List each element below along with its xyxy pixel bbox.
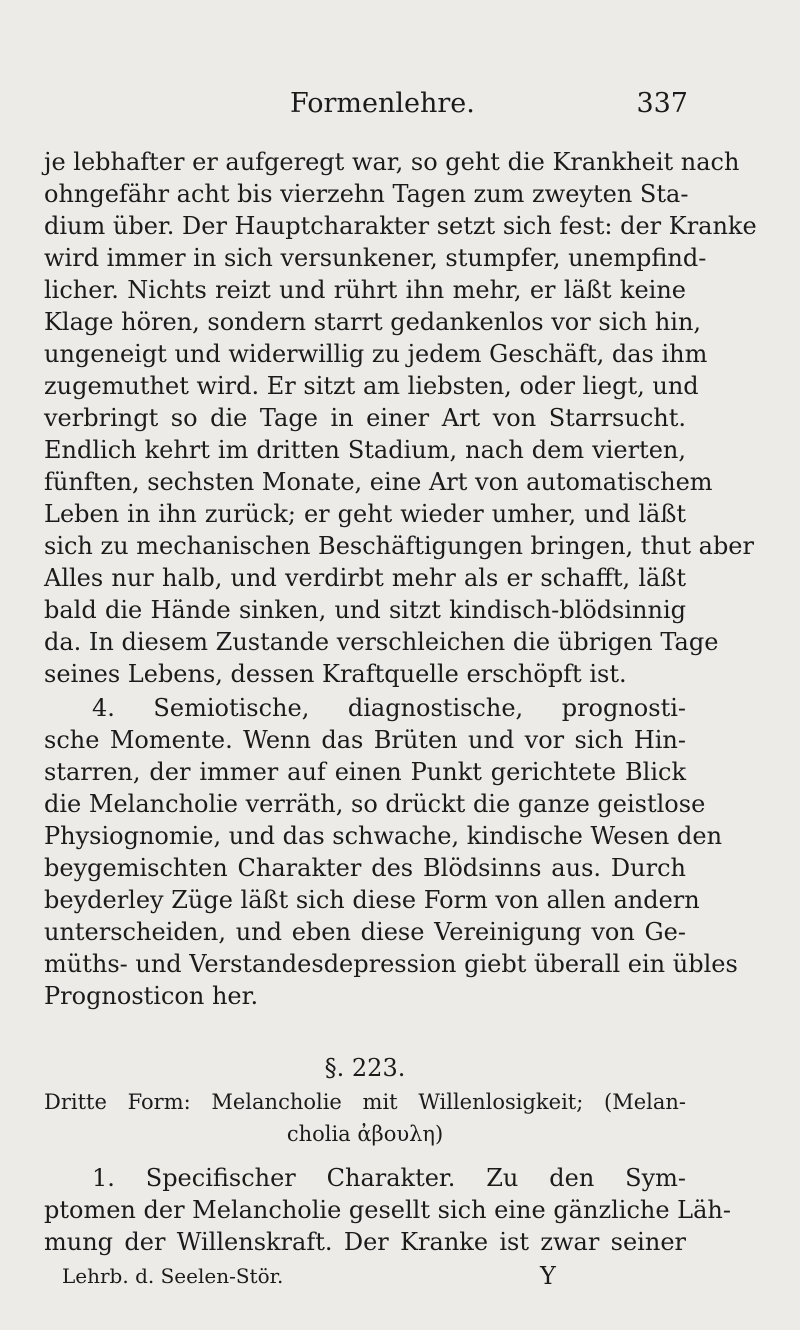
text-line: beygemischten Charakter des Blödsinns aus. Durch — [44, 854, 686, 882]
page-number: 337 — [636, 88, 688, 119]
text-line: Leben in ihn zurück; er geht wieder umher, und läßt — [44, 500, 686, 528]
text-line: 1. Specifischer Charakter. Zu den Sym- — [92, 1164, 686, 1192]
signature-text: Lehrb. d. Seelen-Stör. — [62, 1264, 284, 1288]
text-line: je lebhafter er aufgeregt war, so geht die Krankheit nach — [44, 148, 740, 176]
text-line: Endlich kehrt im dritten Stadium, nach dem vierten, — [44, 436, 686, 464]
page-header — [0, 84, 800, 124]
text-line: wird immer in sich versunkener, stumpfer, unempfind- — [44, 244, 707, 272]
text-line: zugemuthet wird. Er sitzt am liebsten, oder liegt, und — [44, 372, 699, 400]
text-line: starren, der immer auf einen Punkt gerichtete Blick — [44, 758, 686, 786]
text-line: die Melancholie verräth, so drückt die ganze geistlose — [44, 790, 706, 818]
text-line: licher. Nichts reizt und rührt ihn mehr, er läßt keine — [44, 276, 686, 304]
text-line: müths- und Verstandesdepression giebt überall ein übles — [44, 950, 738, 978]
text-line: Klage hören, sondern starrt gedankenlos vor sich hin, — [44, 308, 702, 336]
section-heading-continued: cholia ἀβουλη) — [286, 1122, 444, 1146]
text-line: sich zu mechanischen Beschäftigungen bringen, thut aber — [44, 532, 754, 560]
text-line: beyderley Züge läßt sich diese Form von allen andern — [44, 886, 700, 914]
text-line: da. In diesem Zustande verschleichen die übrigen Tage — [44, 628, 719, 656]
text-line: unterscheiden, und eben diese Vereinigung von Ge- — [44, 918, 686, 946]
text-line: ohngefähr acht bis vierzehn Tagen zum zweyten Sta- — [44, 180, 689, 208]
text-line: Prognosticon her. — [44, 982, 259, 1010]
signature-mark: Y — [540, 1262, 556, 1290]
text-line: Alles nur halb, und verdirbt mehr als er schafft, läßt — [44, 564, 686, 592]
text-line: Physiognomie, und das schwache, kindische Wesen den — [44, 822, 723, 850]
text-line: sche Momente. Wenn das Brüten und vor sich Hin- — [44, 726, 686, 754]
text-line: verbringt so die Tage in einer Art von Starrsucht. — [44, 404, 686, 432]
text-line: bald die Hände sinken, und sitzt kindisch-blödsinnig — [44, 596, 686, 624]
section-heading: Dritte Form: Melancholie mit Willenlosigkeit; (Melan- — [44, 1090, 686, 1114]
text-line: seines Lebens, dessen Kraftquelle erschöpft ist. — [44, 660, 627, 688]
text-line: dium über. Der Hauptcharakter setzt sich fest: der Kranke — [44, 212, 757, 240]
section-number: §. 223. — [324, 1054, 406, 1082]
running-title: Formenlehre. — [290, 88, 475, 119]
text-line: fünften, sechsten Monate, eine Art von automatischem — [44, 468, 713, 496]
page-footer — [0, 1262, 800, 1296]
text-line: ptomen der Melancholie gesellt sich eine gänzliche Läh- — [44, 1196, 731, 1224]
text-line: 4. Semiotische, diagnostische, prognosti- — [92, 694, 686, 722]
text-line: mung der Willenskraft. Der Kranke ist zwar seiner — [44, 1228, 686, 1256]
text-line: ungeneigt und widerwillig zu jedem Geschäft, das ihm — [44, 340, 708, 368]
